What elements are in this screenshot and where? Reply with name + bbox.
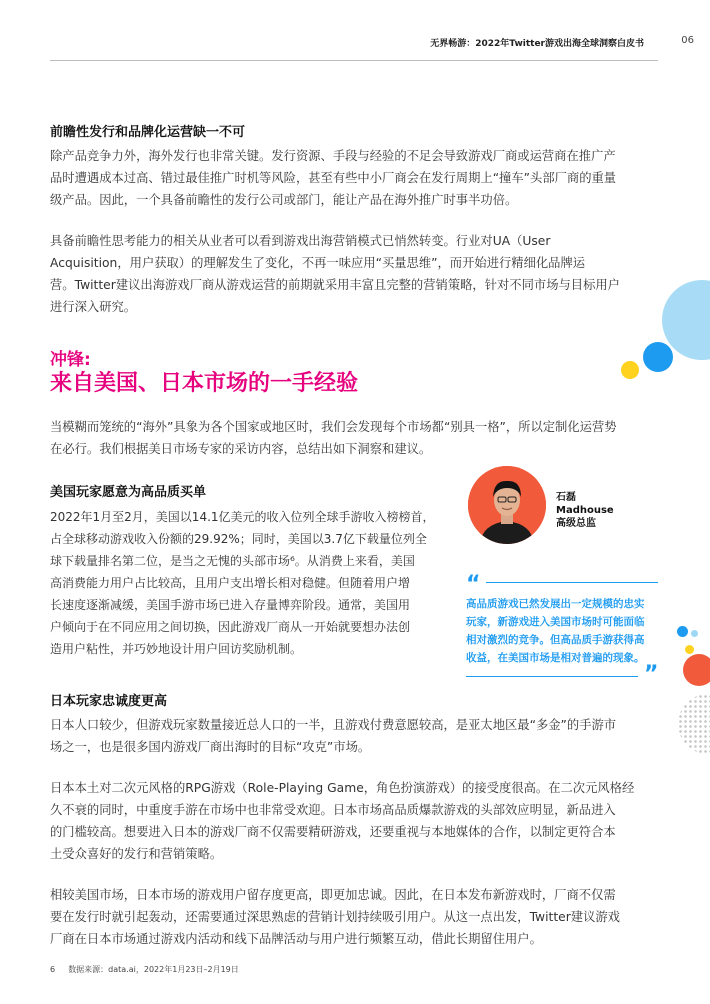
quote-line: 玩家，新游戏进入美国市场时可能面临 (466, 616, 645, 628)
page-number: 06 (681, 35, 694, 46)
section-heading-publishing: 前瞻性发行和品牌化运营缺一不可 (50, 125, 246, 140)
header-divider (50, 60, 658, 61)
quote-line: 收益，在美国市场是相对普遍的现象。 (466, 652, 645, 664)
footer-source (50, 964, 239, 975)
text-line: 2022年1月至2月，美国以14.1亿美元的收入位列全球手游收入榜榜首， (50, 510, 435, 524)
quote-open-mark: “ (466, 572, 481, 597)
quote-top-rule (486, 582, 658, 583)
text-line: 日本本土对二次元风格的RPG游戏（Role-Playing Game，角色扮演游戏）的接受度很高。在二次元风格经 (50, 781, 635, 795)
quote-line: 相对激烈的竞争。但高品质手游获得高 (466, 634, 645, 646)
paragraph-japan-3 (50, 884, 620, 950)
person-silhouette-icon (468, 466, 546, 544)
decor-dot-lightblue (691, 630, 698, 637)
paragraph-japan-2 (50, 777, 634, 865)
text-line: 占全球移动游戏收入份额的29.92%；同时，美国以3.7亿下载量位列全 (50, 532, 427, 546)
decor-dot-pattern (678, 694, 710, 754)
decor-circle-coral (683, 654, 710, 686)
text-line: 的门槛较高。想要进入日本的游戏厂商不仅需要精研游戏，还要重视与本地媒体的合作，以制定更符合本 (50, 825, 616, 839)
text-line: 厂商在日本市场通过游戏内活动和线下品牌活动与用户进行频繁互动，借此长期留住用户。 (50, 932, 542, 946)
quote-close-mark: ” (644, 662, 659, 687)
paragraph-us (50, 506, 435, 660)
section-heading-us: 美国玩家愿意为高品质买单 (50, 485, 207, 500)
decor-dot-blue (677, 626, 688, 637)
footnote-text: 数据来源：data.ai，2022年1月23日–2月19日 (68, 965, 239, 974)
expert-portrait (468, 466, 546, 544)
paragraph-publishing (50, 145, 616, 211)
text-line: 除产品竞争力外，海外发行也非常关键。发行资源、手段与经验的不足会导致游戏厂商或运营商在推广产 (50, 149, 616, 163)
text-line: 级产品。因此，一个具备前瞻性的发行公司或部门，能让产品在海外推广时事半功倍。 (50, 193, 518, 207)
feature-intro (50, 416, 617, 460)
text-line: 长速度逐渐减缓，美国手游市场已进入存量博弈阶段。通常，美国用 (50, 598, 411, 612)
quote-line: 高品质游戏已然发展出一定规模的忠实 (466, 598, 645, 610)
text-line: 品时遭遇成本过高、错过最佳推广时机等风险，甚至有些中小厂商会在发行周期上“撞车”头部厂商的重量 (50, 171, 617, 185)
text-line: Acquisition，用户获取）的理解发生了变化，不再一味应用“买量思维”，而开始进行精细化品牌运 (50, 256, 586, 270)
text-line: 具备前瞻性思考能力的相关从业者可以看到游戏出海营销模式已悄然转变。行业对UA（User (50, 234, 551, 248)
expert-company: Madhouse (556, 505, 614, 516)
decor-circle-blue (643, 342, 673, 372)
text-line: 进行深入研究。 (50, 300, 137, 314)
text-line: 当模糊而笼统的“海外”具象为各个国家或地区时，我们会发现每个市场都“别具一格”，所以定制化运营势 (50, 420, 617, 434)
text-line: 场之一，也是很多国内游戏厂商出海时的目标“攻克”市场。 (50, 740, 371, 754)
paragraph-ua (50, 230, 620, 318)
text-line: 造用户粘性，并巧妙地设计用户回访奖励机制。 (50, 642, 303, 656)
header-title: 无界畅游：2022年Twitter游戏出海全球洞察白皮书 (430, 39, 644, 49)
text-line: 久不衰的同时，中重度手游在市场中也非常受欢迎。日本市场高品质爆款游戏的头部效应明显，新品进入 (50, 803, 616, 817)
text-line: 高消费能力用户占比较高，且用户支出增长相对稳健。但随着用户增 (50, 576, 411, 590)
expert-info (556, 491, 614, 530)
expert-quote (466, 595, 666, 667)
text-line: 在必行。我们根据美日市场专家的采访内容，总结出如下洞察和建议。 (50, 442, 432, 456)
text-line: 相较美国市场，日本市场的游戏用户留存度更高，即更加忠诚。因此，在日本发布新游戏时，厂商不仅需 (50, 888, 616, 902)
decor-dot-yellow (685, 645, 694, 654)
text-line: 营。Twitter建议出海游戏厂商从游戏运营的前期就采用丰富且完整的营销策略，针对不同市场与目标用户 (50, 278, 620, 292)
expert-role: 高级总监 (556, 518, 596, 529)
expert-name: 石磊 (556, 492, 576, 503)
decor-circle-yellow (621, 361, 639, 379)
text-line: 户倾向于在不同应用之间切换，因此游戏厂商从一开始就要想办法创 (50, 620, 411, 634)
text-line: 日本人口较少，但游戏玩家数量接近总人口的一半，且游戏付费意愿较高，是亚太地区最“多金”的手游市 (50, 718, 617, 732)
feature-title: 来自美国、日本市场的一手经验 (50, 371, 359, 396)
paragraph-japan-1 (50, 714, 616, 758)
quote-bottom-rule (466, 676, 638, 677)
text-line: 要在发行时就引起轰动，还需要通过深思熟虑的营销计划持续吸引用户。从这一点出发，Twitter建议游戏 (50, 910, 620, 924)
text-line: 球下载量排名第二位，是当之无愧的头部市场⁶。从消费上来看，美国 (50, 554, 415, 568)
feature-kicker: 冲锋: (50, 350, 91, 370)
text-line: 土受众喜好的发行和营销策略。 (50, 847, 223, 861)
footnote-mark: 6 (50, 965, 56, 974)
section-heading-japan: 日本玩家忠诚度更高 (50, 694, 168, 709)
